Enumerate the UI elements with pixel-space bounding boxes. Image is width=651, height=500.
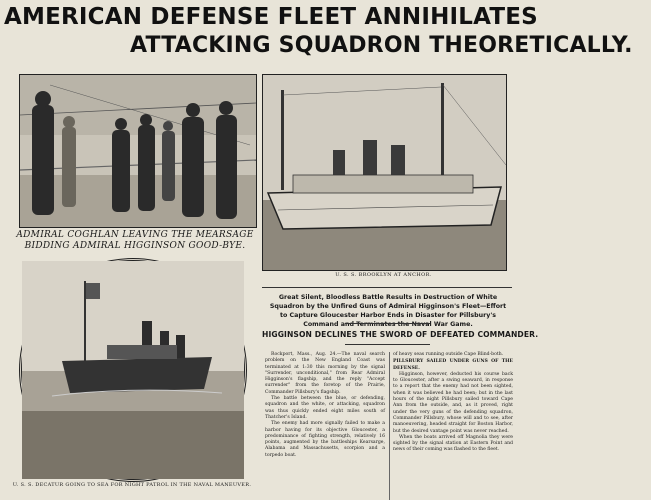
photo-admirals-caption: ADMIRAL COGHLAN LEAVING THE MEARSAGE BIDDING ADMIRAL HIGGINSON GOOD-BYE.	[16, 230, 254, 251]
photo-admirals-image	[20, 75, 256, 227]
article-column-2	[393, 352, 513, 500]
photo-brooklyn-caption: U. S. S. BROOKLYN AT ANCHOR.	[335, 272, 432, 278]
article-paragraph: of heavy seas running outside Cape Blind-both.	[393, 352, 504, 357]
article-paragraph: Rockport, Mass., Aug. 24.—The naval search problem on the New England Coast was terminated at 1:30 this morning by the signal "Surrender, unconditional," from Rear Admiral Higginson's flagship, and the reply "Accept surrender" from the foretop of the Prairie, Commander Pillsbury's flagship.	[265, 352, 385, 395]
headline-line-1: AMERICAN DEFENSE FLEET ANNIHILATES	[4, 4, 538, 30]
article-subhead: HIGGINSON DECLINES THE SWORD OF DEFEATED COMMANDER.	[262, 330, 539, 339]
photo-decatur-oval	[19, 258, 247, 482]
article-paragraph: Higginson, however, deducted his course back to Gloucester, after a swing seaward, in response to a report that the enemy had not been sighted, when it was believed he had been; but in the last hours of the night Pillsbury sailed toward Cape Ann from the outside, and, as it proved, right under the very guns of the defending squadron, Commander Pillsbury, whose will and to see, after manoeuvering, headed straight for Boston Harbor, but the desired vantage point was never reached.	[393, 371, 513, 434]
photo-decatur-image	[22, 261, 244, 479]
subhead-rule	[345, 344, 430, 345]
photo-decatur-caption: U. S. S. DECATUR GOING TO SEA FOR NIGHT PATROL IN THE NAVAL MANEUVER.	[12, 482, 252, 488]
article-paragraph: The enemy had more signally failed to make a harbor having for its objective Gloucester, a predominance of fighting strength, relatively 16 points, augmented by the battleships Kearsarge, Alabama and Massachusetts, scorpion and a torpedo boat.	[265, 421, 385, 458]
deck-rule	[345, 323, 430, 324]
article-paragraph: When the boats arrived off Magnolia they were sighted by the signal station at Eastern Point and news of their coming was flashed to the fleet.	[393, 434, 513, 453]
article-section-head: PILLSBURY SAILED UNDER GUNS OF THE DEFENSE.	[393, 359, 513, 371]
article-deck: Great Silent, Bloodless Battle Results in Destruction of White Squadron by the Unfired Guns of Admiral Higginson's Fleet—Effort to Capture Gloucester Harbor Ends in Disaster for Pillsbury's Command and Terminates the Naval War Game.	[269, 294, 507, 328]
article-column-1	[265, 352, 385, 500]
photo-brooklyn-image	[263, 75, 506, 270]
column-divider	[389, 352, 390, 500]
article-paragraph: The battle between the blue, or defending, squadron and the white, or attacking, squadron was thus quickly ended eight miles south of Thatcher's Island.	[265, 396, 385, 420]
photo-brooklyn-at-anchor	[262, 74, 507, 271]
photo-admirals-on-deck	[19, 74, 257, 228]
section-rule	[262, 287, 512, 288]
headline-line-2: ATTACKING SQUADRON THEORETICALLY.	[130, 33, 633, 58]
